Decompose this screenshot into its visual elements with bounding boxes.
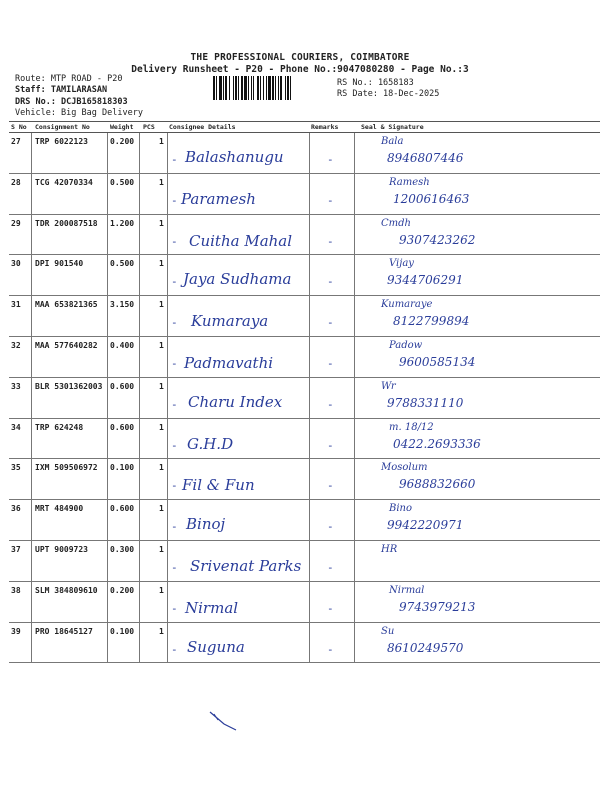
row-consignment-no: MAA 577640282 bbox=[35, 340, 98, 350]
barcode-bar bbox=[219, 76, 222, 100]
column-divider bbox=[31, 419, 32, 459]
signature: Bino bbox=[389, 503, 413, 515]
row-weight: 1.200 bbox=[110, 218, 135, 228]
column-divider bbox=[354, 255, 355, 295]
barcode-bar bbox=[238, 76, 239, 100]
row-consignment-no: SLM 384809610 bbox=[35, 585, 98, 595]
row-weight: 0.200 bbox=[110, 137, 135, 146]
column-divider bbox=[107, 378, 108, 418]
row-weight: 0.100 bbox=[110, 463, 135, 473]
column-divider bbox=[354, 215, 355, 255]
column-divider bbox=[31, 582, 32, 622]
barcode-bar bbox=[216, 76, 217, 100]
consignee-handwritten-name: Suguna bbox=[187, 637, 245, 656]
rs-number: RS No.: 1658183 bbox=[337, 78, 414, 88]
dash-mark: - bbox=[327, 479, 334, 493]
column-divider bbox=[139, 541, 140, 581]
dash-mark: - bbox=[327, 275, 334, 289]
column-divider bbox=[354, 378, 355, 418]
column-divider bbox=[107, 419, 108, 459]
row-consignment-no: DPI 901540 bbox=[35, 259, 84, 269]
table-row bbox=[9, 541, 600, 582]
column-divider bbox=[309, 296, 310, 336]
column-divider bbox=[107, 296, 108, 336]
row-pcs: 1 bbox=[159, 300, 164, 310]
signature: Su bbox=[381, 625, 395, 637]
column-divider bbox=[31, 337, 32, 377]
column-divider bbox=[309, 459, 310, 499]
barcode-bar bbox=[251, 76, 252, 100]
barcode-bar bbox=[257, 76, 259, 100]
signature-phone: 8122799894 bbox=[393, 314, 470, 329]
dash-mark: - bbox=[171, 234, 178, 248]
column-divider bbox=[31, 623, 32, 663]
column-divider bbox=[167, 215, 168, 255]
column-divider bbox=[167, 419, 168, 459]
route: Route: MTP ROAD - P20 bbox=[15, 74, 123, 84]
column-divider bbox=[167, 541, 168, 581]
signature: Cmdh bbox=[381, 217, 411, 229]
consignee-handwritten-name: G.H.D bbox=[187, 434, 234, 453]
barcode-bar bbox=[235, 76, 237, 100]
column-divider bbox=[31, 215, 32, 255]
signature-phone: 8610249570 bbox=[387, 640, 464, 655]
barcode-bar bbox=[290, 76, 291, 100]
staff: Staff: TAMILARASAN bbox=[15, 85, 108, 95]
row-pcs: 1 bbox=[159, 137, 164, 146]
row-pcs: 1 bbox=[159, 504, 164, 514]
dash-mark: - bbox=[327, 601, 334, 615]
column-divider bbox=[31, 296, 32, 336]
column-divider bbox=[309, 255, 310, 295]
column-divider bbox=[107, 582, 108, 622]
row-pcs: 1 bbox=[159, 381, 164, 391]
row-consignment-no: UPT 9009723 bbox=[35, 544, 88, 554]
table-row bbox=[9, 500, 600, 541]
column-divider bbox=[31, 541, 32, 581]
signature-phone: 9344706291 bbox=[387, 273, 464, 288]
column-divider bbox=[354, 500, 355, 540]
barcode-bar bbox=[287, 76, 289, 100]
col-weight: Weight bbox=[110, 123, 134, 131]
column-divider bbox=[139, 582, 140, 622]
dash-mark: - bbox=[171, 438, 178, 452]
column-divider bbox=[354, 541, 355, 581]
column-divider bbox=[309, 378, 310, 418]
consignee-handwritten-name: Binoj bbox=[186, 515, 226, 534]
column-divider bbox=[309, 623, 310, 663]
table-row bbox=[9, 623, 600, 664]
column-divider bbox=[107, 337, 108, 377]
barcode-bar bbox=[233, 76, 234, 100]
signature-phone: 0422.2693336 bbox=[393, 436, 481, 451]
column-divider bbox=[139, 500, 140, 540]
table-row bbox=[9, 419, 600, 460]
column-divider bbox=[139, 296, 140, 336]
column-divider bbox=[167, 378, 168, 418]
column-divider bbox=[354, 459, 355, 499]
consignment-table bbox=[9, 121, 600, 663]
column-divider bbox=[139, 419, 140, 459]
column-divider bbox=[139, 255, 140, 295]
table-row bbox=[9, 582, 600, 623]
column-divider bbox=[354, 419, 355, 459]
row-weight: 0.600 bbox=[110, 422, 135, 432]
company-name: THE PROFESSIONAL COURIERS, COIMBATORE bbox=[190, 52, 410, 63]
row-consignment-no: TCG 42070334 bbox=[35, 177, 93, 187]
row-pcs: 1 bbox=[159, 177, 164, 187]
column-divider bbox=[167, 500, 168, 540]
dash-mark: - bbox=[171, 560, 178, 574]
column-divider bbox=[354, 582, 355, 622]
row-sno: 38 bbox=[11, 585, 21, 595]
dash-mark: - bbox=[171, 642, 178, 656]
col-signature: Seal & Signature bbox=[361, 123, 424, 131]
row-consignment-no: IXM 509506972 bbox=[35, 463, 98, 473]
signature-phone: 9942220971 bbox=[387, 518, 464, 533]
table-row bbox=[9, 174, 600, 215]
dash-mark: - bbox=[171, 397, 178, 411]
row-sno: 30 bbox=[11, 259, 21, 269]
column-divider bbox=[139, 215, 140, 255]
row-sno: 32 bbox=[11, 340, 21, 350]
table-row bbox=[9, 337, 600, 378]
consignee-handwritten-name: Cuitha Mahal bbox=[189, 231, 293, 250]
row-weight: 0.600 bbox=[110, 381, 135, 391]
consignee-handwritten-name: Nirmal bbox=[185, 598, 239, 617]
row-sno: 27 bbox=[11, 137, 21, 146]
column-divider bbox=[309, 174, 310, 214]
row-pcs: 1 bbox=[159, 463, 164, 473]
table-row bbox=[9, 296, 600, 337]
column-divider bbox=[309, 419, 310, 459]
table-row bbox=[9, 459, 600, 500]
signature: Padow bbox=[389, 339, 423, 351]
signature: Vijay bbox=[389, 258, 414, 270]
table-header bbox=[9, 121, 600, 133]
column-divider bbox=[107, 174, 108, 214]
row-pcs: 1 bbox=[159, 259, 164, 269]
dash-mark: - bbox=[327, 642, 334, 656]
dash-mark: - bbox=[327, 438, 334, 452]
signature: Ramesh bbox=[389, 176, 430, 188]
row-pcs: 1 bbox=[159, 544, 164, 554]
column-divider bbox=[139, 378, 140, 418]
row-consignment-no: PRO 18645127 bbox=[35, 626, 93, 636]
consignee-handwritten-name: Padmavathi bbox=[184, 353, 274, 372]
signature: Nirmal bbox=[389, 584, 425, 596]
dash-mark: - bbox=[171, 601, 178, 615]
row-consignment-no: TDR 200087518 bbox=[35, 218, 98, 228]
pen-mark bbox=[208, 710, 238, 732]
signature-phone: 9743979213 bbox=[399, 599, 476, 614]
row-weight: 3.150 bbox=[110, 300, 135, 310]
col-sno: S No bbox=[11, 123, 27, 131]
barcode-bar bbox=[263, 76, 264, 100]
column-divider bbox=[354, 296, 355, 336]
barcode-bar bbox=[229, 76, 230, 100]
barcode-bar bbox=[248, 76, 249, 100]
dash-mark: - bbox=[327, 560, 334, 574]
dash-mark: - bbox=[171, 316, 178, 330]
column-divider bbox=[107, 133, 108, 173]
consignee-handwritten-name: Srivenat Parks bbox=[190, 556, 302, 575]
column-divider bbox=[107, 459, 108, 499]
row-pcs: 1 bbox=[159, 218, 164, 228]
signature: Kumaraye bbox=[381, 299, 433, 311]
row-pcs: 1 bbox=[159, 585, 164, 595]
row-consignment-no: TRP 6022123 bbox=[35, 137, 88, 146]
dash-mark: - bbox=[327, 356, 334, 370]
row-pcs: 1 bbox=[159, 340, 164, 350]
rs-date: RS Date: 18-Dec-2025 bbox=[337, 89, 440, 99]
column-divider bbox=[309, 500, 310, 540]
column-divider bbox=[31, 255, 32, 295]
row-weight: 0.200 bbox=[110, 585, 135, 595]
row-sno: 35 bbox=[11, 463, 21, 473]
col-remarks: Remarks bbox=[311, 123, 339, 131]
barcode-bar bbox=[244, 76, 247, 100]
dash-mark: - bbox=[171, 275, 178, 289]
barcode-bar bbox=[223, 76, 224, 100]
column-divider bbox=[139, 459, 140, 499]
table-row bbox=[9, 133, 600, 174]
vehicle: Vehicle: Big Bag Delivery bbox=[15, 108, 143, 118]
row-sno: 28 bbox=[11, 177, 21, 187]
runsheet-title: Delivery Runsheet - P20 - Phone No.:9047080280 - Page No.:3 bbox=[131, 64, 469, 75]
table-row bbox=[9, 215, 600, 256]
signature-phone: 9788331110 bbox=[387, 395, 464, 410]
signature-phone: 1200616463 bbox=[393, 191, 470, 206]
barcode-bar bbox=[260, 76, 261, 100]
row-weight: 0.400 bbox=[110, 340, 135, 350]
column-divider bbox=[354, 623, 355, 663]
barcode-bar bbox=[285, 76, 286, 100]
barcode-bar bbox=[253, 76, 254, 100]
column-divider bbox=[167, 296, 168, 336]
row-weight: 0.500 bbox=[110, 177, 135, 187]
consignee-handwritten-name: Charu Index bbox=[188, 392, 283, 411]
barcode-bar bbox=[266, 76, 267, 100]
signature: Mosolum bbox=[381, 462, 428, 474]
column-divider bbox=[167, 623, 168, 663]
row-sno: 37 bbox=[11, 544, 21, 554]
table-row bbox=[9, 255, 600, 296]
column-divider bbox=[167, 255, 168, 295]
consignee-handwritten-name: Jaya Sudhama bbox=[183, 270, 292, 289]
column-divider bbox=[167, 582, 168, 622]
column-divider bbox=[107, 623, 108, 663]
drs-number: DRS No.: DCJB165818303 bbox=[15, 97, 128, 107]
row-sno: 31 bbox=[11, 300, 21, 310]
column-divider bbox=[31, 459, 32, 499]
row-consignment-no: MAA 653821365 bbox=[35, 300, 98, 310]
column-divider bbox=[309, 337, 310, 377]
barcode-bar bbox=[225, 76, 227, 100]
signature: m. 18/12 bbox=[389, 421, 434, 433]
column-divider bbox=[31, 133, 32, 173]
row-sno: 29 bbox=[11, 218, 21, 228]
column-divider bbox=[309, 215, 310, 255]
column-divider bbox=[139, 623, 140, 663]
row-sno: 33 bbox=[11, 381, 21, 391]
dash-mark: - bbox=[327, 193, 334, 207]
dash-mark: - bbox=[327, 316, 334, 330]
signature-phone: 8946807446 bbox=[387, 151, 464, 165]
signature-phone: 9307423262 bbox=[399, 232, 476, 247]
column-divider bbox=[354, 133, 355, 173]
column-divider bbox=[31, 378, 32, 418]
signature-phone: 9688832660 bbox=[399, 477, 476, 492]
row-weight: 0.100 bbox=[110, 626, 135, 636]
column-divider bbox=[31, 174, 32, 214]
column-divider bbox=[31, 500, 32, 540]
barcode-bar bbox=[213, 76, 215, 100]
row-consignment-no: MRT 484900 bbox=[35, 504, 84, 514]
column-divider bbox=[139, 337, 140, 377]
column-divider bbox=[107, 215, 108, 255]
row-weight: 0.300 bbox=[110, 544, 135, 554]
column-divider bbox=[354, 174, 355, 214]
signature-phone: 9600585134 bbox=[399, 354, 476, 369]
column-divider bbox=[107, 541, 108, 581]
column-divider bbox=[309, 133, 310, 173]
barcode-bar bbox=[241, 76, 243, 100]
row-weight: 0.600 bbox=[110, 504, 135, 514]
dash-mark: - bbox=[327, 234, 334, 248]
row-sno: 39 bbox=[11, 626, 21, 636]
consignee-handwritten-name: Kumaraya bbox=[191, 312, 269, 331]
col-consignee: Consignee Details bbox=[169, 123, 236, 131]
barcode-bar bbox=[272, 76, 274, 100]
col-consignment: Consignment No bbox=[35, 123, 90, 131]
column-divider bbox=[107, 255, 108, 295]
column-divider bbox=[139, 174, 140, 214]
dash-mark: - bbox=[171, 356, 178, 370]
column-divider bbox=[167, 133, 168, 173]
dash-mark: - bbox=[327, 520, 334, 534]
row-consignment-no: BLR 5301362003 bbox=[35, 381, 103, 391]
signature: Bala bbox=[381, 136, 404, 147]
dash-mark: - bbox=[327, 397, 334, 411]
column-divider bbox=[167, 174, 168, 214]
barcode bbox=[213, 76, 333, 100]
column-divider bbox=[354, 337, 355, 377]
barcode-bar bbox=[268, 76, 271, 100]
barcode-bar bbox=[275, 76, 276, 100]
row-pcs: 1 bbox=[159, 422, 164, 432]
consignee-handwritten-name: Balashanugu bbox=[185, 148, 284, 166]
dash-mark: - bbox=[171, 479, 178, 493]
column-divider bbox=[309, 541, 310, 581]
barcode-bar bbox=[278, 76, 279, 100]
row-weight: 0.500 bbox=[110, 259, 135, 269]
dash-mark: - bbox=[171, 193, 178, 207]
column-divider bbox=[107, 500, 108, 540]
column-divider bbox=[139, 133, 140, 173]
dash-mark: - bbox=[171, 520, 178, 534]
table-row bbox=[9, 378, 600, 419]
row-sno: 34 bbox=[11, 422, 21, 432]
column-divider bbox=[167, 337, 168, 377]
consignee-handwritten-name: Paramesh bbox=[181, 189, 256, 208]
col-pcs: PCS bbox=[143, 123, 155, 131]
column-divider bbox=[309, 582, 310, 622]
signature: Wr bbox=[381, 380, 396, 392]
table-body bbox=[9, 133, 600, 663]
column-divider bbox=[167, 459, 168, 499]
dash-mark: - bbox=[327, 153, 334, 166]
row-pcs: 1 bbox=[159, 626, 164, 636]
row-sno: 36 bbox=[11, 504, 21, 514]
consignee-handwritten-name: Fil & Fun bbox=[182, 476, 255, 495]
row-consignment-no: TRP 624248 bbox=[35, 422, 84, 432]
dash-mark: - bbox=[171, 153, 178, 166]
barcode-bar bbox=[280, 76, 282, 100]
signature: HR bbox=[381, 543, 398, 555]
